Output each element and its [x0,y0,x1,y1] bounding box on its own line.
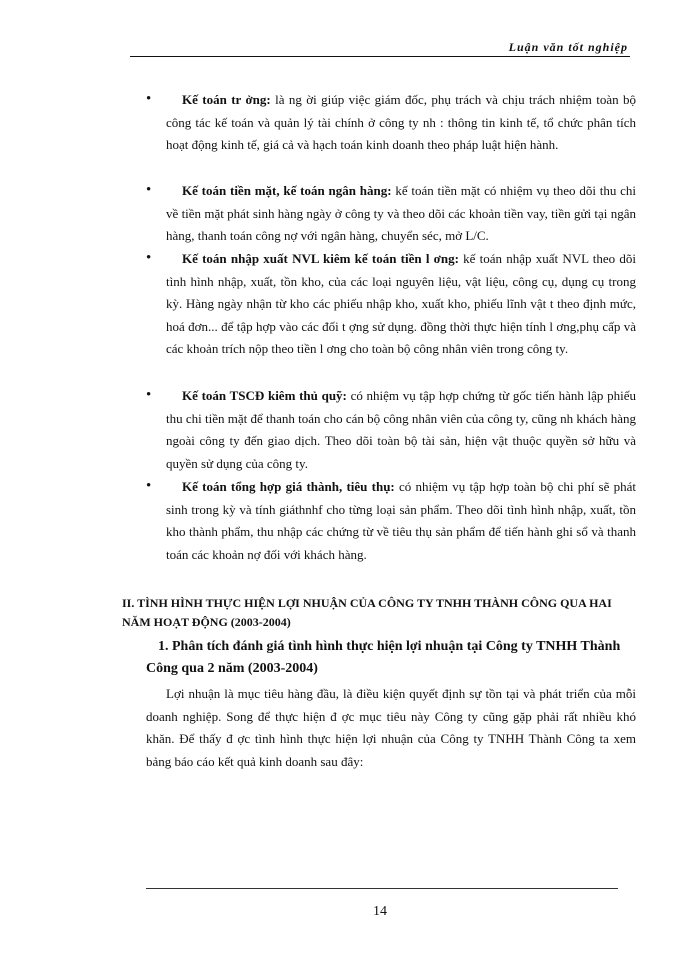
section-heading: II. TÌNH HÌNH THỰC HIỆN LỢI NHUẬN CỦA CÔNG TY TNHH THÀNH CÔNG QUA HAI NĂM HOẠT ĐỘNG (2003-2004) [122,596,612,629]
subsection-heading-text: 1. Phân tích đánh giá tình hình thực hiện lợi nhuận tại Công ty TNHH Thành Công qua 2 năm (2003-2004) [146,639,621,676]
bullet-icon: • [146,478,152,494]
page-number: 14 [373,904,387,919]
bullet-term: Kế toán tiền mặt, kế toán ngân hàng: [182,183,392,198]
header-divider [130,56,630,57]
bullet-icon: • [146,250,152,266]
bullet-icon: • [146,91,152,107]
bullet-icon: • [146,387,152,403]
bullet-term: Kế toán tổng hợp giá thành, tiêu thụ: [182,479,395,494]
bullet-icon: • [146,182,152,198]
footer-divider [146,888,618,889]
bullet-item-cash-bank-accountant [146,180,636,248]
running-header: Luận văn tốt nghiệp [508,40,628,54]
bullet-text: kế toán nhập xuất NVL theo dõi tình hình nhập, xuất, tồn kho, của các loại nguyên liệu, vật liệu, công cụ, dụng cụ trong kỳ. Hàng ngày nhận từ kho các phiếu nhập kho, xuất kho, phiếu lĩnh vật t theo định mức, hoá đơn... để tập hợp vào các đối t ợng sử dụng. đồng thời thực hiện tính l ơng,phụ cấp và các khoản trích nộp theo tiền l ơng cho toàn bộ công nhân viên trong công ty. [166,251,636,356]
body-paragraph [146,683,636,773]
bullet-term: Kế toán tr ởng: [182,92,271,107]
bullet-term: Kế toán nhập xuất NVL kiêm kế toán tiền l ơng: [182,251,459,266]
bullet-term: Kế toán TSCĐ kiêm thủ quỹ: [182,388,347,403]
bullet-text: có nhiệm vụ tập hợp chứng từ gốc tiến hành lập phiếu thu chi tiền mặt để thanh toán cho cán bộ công nhân viên của công ty, cũng nh khách hàng ngoài công ty đến giao dịch. Theo dõi toàn bộ tài sản, hiện vật thuộc quyền sở hữu và quyền sử dụng của công ty. [166,388,636,471]
bullet-text: kế toán tiền mặt có nhiệm vụ theo dõi thu chi về tiền mặt phát sinh hàng ngày ở công ty và theo dõi các khoản tiền vay, tiền gửi tại ngân hàng, thanh toán công nợ với ngân hàng, chuyển séc, mở L/C. [166,183,636,243]
bullet-item-fixed-assets-cashier [146,385,636,475]
bullet-text: là ng ời giúp việc giám đốc, phụ trách và chịu trách nhiệm toàn bộ công tác kế toán và quản lý tài chính ở công ty nh : thông tin kinh tế, tổ chức phân tích hoạt động kinh tế, giá cả và hạch toán kinh doanh theo pháp luật hiện hành. [166,92,637,152]
bullet-item-costing-sales-accountant [146,476,636,566]
bullet-item-materials-payroll-accountant [146,248,636,361]
bullet-text: có nhiệm vụ tập hợp toàn bộ chi phí sẽ phát sinh trong kỳ và tính giáthnhf cho từng loại sản phẩm. Theo dõi tình hình nhập, xuất, tồn kho thành phẩm, thu nhập các chứng từ về tiêu thụ sản phẩm để tiến hành ghi sổ và thanh toán các khoản nợ đối với khách hàng. [166,479,636,562]
body-paragraph-text: Lợi nhuận là mục tiêu hàng đầu, là điều kiện quyết định sự tồn tại và phát triển của mỗi doanh nghiệp. Song để thực hiện đ ợc mục tiêu này Công ty cũng gặp phải rất nhiều khó khăn. Để thấy đ ợc tình hình thực hiện lợi nhuận của Công ty TNHH Thành Công ta xem bảng báo cáo kết quả kinh doanh sau đây: [146,686,636,769]
bullet-item-chief-accountant [146,89,637,157]
subsection-heading [146,636,636,680]
